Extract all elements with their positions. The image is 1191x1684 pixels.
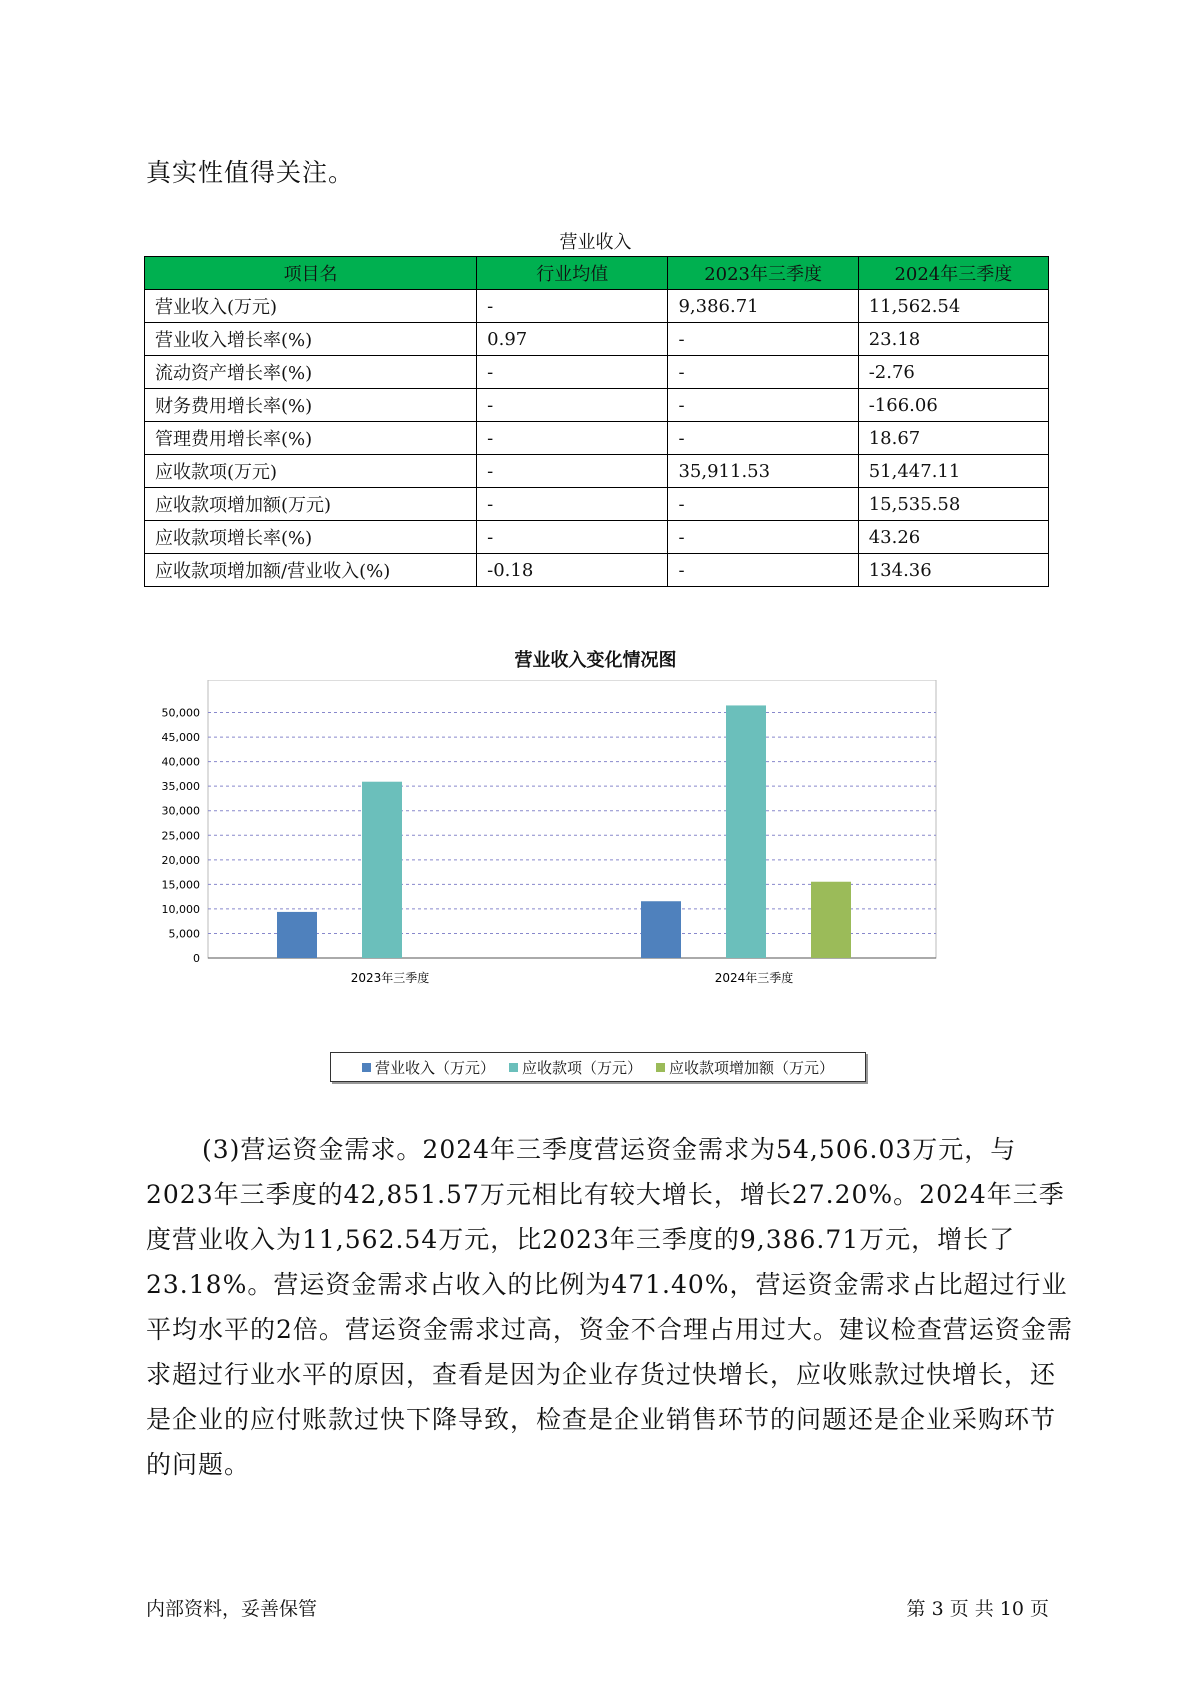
- table-cell: 51,447.11: [858, 455, 1048, 488]
- table-cell: -: [477, 488, 668, 521]
- table-row: [145, 389, 1049, 422]
- table-row: [145, 422, 1049, 455]
- y-tick-label: 35,000: [161, 780, 200, 794]
- footer-confidential-note: 内部资料，妥善保管: [146, 1598, 318, 1620]
- y-tick-label: 25,000: [161, 829, 200, 843]
- table-cell: 应收款项增长率(%): [145, 521, 477, 554]
- x-category-label: 2024年三季度: [714, 971, 794, 985]
- table-header-row: [145, 257, 1049, 290]
- table-cell: 23.18: [858, 323, 1048, 356]
- y-tick-label: 30,000: [161, 804, 200, 818]
- legend-item: [656, 1057, 834, 1078]
- table-cell: 应收款项(万元): [145, 455, 477, 488]
- table-cell: 35,911.53: [668, 455, 858, 488]
- table-cell: -2.76: [858, 356, 1048, 389]
- table-cell: 应收款项增加额(万元): [145, 488, 477, 521]
- table-caption: 营业收入: [559, 232, 632, 253]
- y-tick-label: 50,000: [161, 706, 200, 720]
- table-cell: 营业收入(万元): [145, 290, 477, 323]
- table-cell: 0.97: [477, 323, 668, 356]
- y-tick-label: 0: [193, 952, 200, 965]
- table-cell: 9,386.71: [668, 290, 858, 323]
- table-cell: 营业收入增长率(%): [145, 323, 477, 356]
- table-row: [145, 323, 1049, 356]
- table-cell: -: [477, 521, 668, 554]
- table-cell: -0.18: [477, 554, 668, 587]
- table-cell: -166.06: [858, 389, 1048, 422]
- y-tick-label: 20,000: [161, 853, 200, 867]
- legend-label: 营业收入（万元）: [374, 1058, 495, 1077]
- table-cell: 43.26: [858, 521, 1048, 554]
- header-industry-avg: 行业均值: [477, 257, 668, 290]
- table-cell: -: [668, 323, 858, 356]
- table-cell: 流动资产增长率(%): [145, 356, 477, 389]
- header-2024q3: 2024年三季度: [858, 257, 1048, 290]
- body-paragraph: (3)营运资金需求。2024年三季度营运资金需求为54,506.03万元，与2023年三季度的42,851.57万元相比有较大增长，增长27.20%。2024年三季度营业收入为11,562.54万元，比2023年三季度的9,386.71万元，增长了23.18%。营运资金需求占收入的比例为471.40%，营运资金需求占比超过行业平均水平的2倍。营运资金需求过高，资金不合理占用过大。建议检查营运资金需求超过行业水平的原因，查看是因为企业存货过快增长，应收账款过快增长，还是企业的应付账款过快下降导致，检查是企业销售环节的问题还是企业采购环节的问题。: [146, 1135, 1073, 1479]
- table-cell: -: [668, 488, 858, 521]
- y-tick-label: 15,000: [161, 878, 200, 892]
- table-cell: -: [477, 356, 668, 389]
- legend-swatch: [509, 1063, 518, 1072]
- bar-1-1: [726, 705, 766, 958]
- table-row: [145, 356, 1049, 389]
- table-cell: -: [668, 554, 858, 587]
- header-item-name: 项目名: [145, 257, 477, 290]
- legend-swatch: [362, 1063, 371, 1072]
- bar-0-1: [362, 782, 402, 958]
- table-row: [145, 554, 1049, 587]
- table-cell: -: [477, 422, 668, 455]
- table-cell: 财务费用增长率(%): [145, 389, 477, 422]
- table-cell: 18.67: [858, 422, 1048, 455]
- table-cell: 15,535.58: [858, 488, 1048, 521]
- footer-page-number: 第 3 页 共 10 页: [906, 1598, 1049, 1620]
- chart-title: 营业收入变化情况图: [514, 650, 677, 671]
- bar-chart: [160, 680, 1020, 1020]
- table-cell: -: [477, 455, 668, 488]
- bar-0-0: [277, 912, 317, 958]
- table-row: [145, 521, 1049, 554]
- table-row: [145, 290, 1049, 323]
- legend-label: 应收款项（万元）: [521, 1058, 642, 1077]
- table-cell: -: [668, 521, 858, 554]
- header-2023q3: 2023年三季度: [668, 257, 858, 290]
- revenue-table: [144, 256, 1049, 587]
- chart-legend: [330, 1052, 866, 1082]
- bar-1-0: [641, 901, 681, 958]
- table-cell: 应收款项增加额/营业收入(%): [145, 554, 477, 587]
- table-row: [145, 488, 1049, 521]
- y-tick-label: 45,000: [161, 731, 200, 745]
- table-cell: -: [477, 290, 668, 323]
- table-row: [145, 455, 1049, 488]
- bar-1-2: [811, 882, 851, 958]
- intro-paragraph: 真实性值得关注。: [146, 158, 355, 187]
- legend-label: 应收款项增加额（万元）: [669, 1058, 835, 1077]
- table-cell: 134.36: [858, 554, 1048, 587]
- y-tick-label: 40,000: [161, 755, 200, 769]
- table-cell: 管理费用增长率(%): [145, 422, 477, 455]
- table-cell: 11,562.54: [858, 290, 1048, 323]
- y-tick-label: 5,000: [168, 927, 200, 941]
- legend-item: [362, 1057, 495, 1078]
- table-cell: -: [668, 389, 858, 422]
- table-cell: -: [668, 356, 858, 389]
- y-tick-label: 10,000: [161, 902, 200, 916]
- table-cell: -: [477, 389, 668, 422]
- x-category-label: 2023年三季度: [350, 971, 430, 985]
- legend-swatch: [656, 1063, 665, 1072]
- legend-item: [509, 1057, 642, 1078]
- table-cell: -: [668, 422, 858, 455]
